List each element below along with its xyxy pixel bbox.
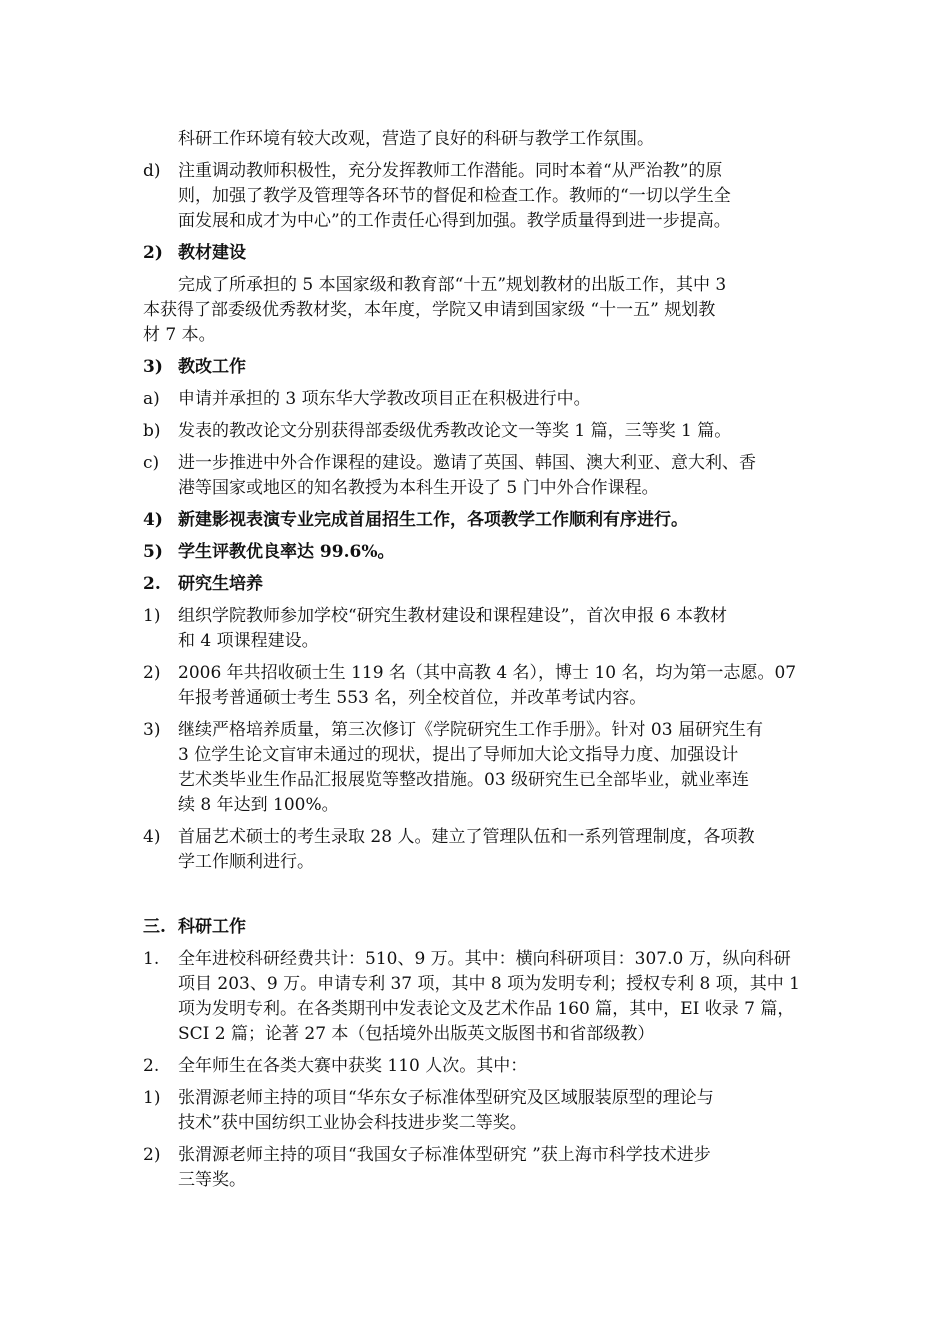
paragraph-line: 本获得了部委级优秀教材奖，本年度，学院又申请到国家级 “十一五” 规划教 <box>143 300 716 320</box>
heading-number: 三. <box>143 917 166 937</box>
list-marker: b) <box>143 421 161 441</box>
list-marker: 1) <box>143 606 161 626</box>
heading-text: 研究生培养 <box>178 574 263 594</box>
heading-number: 4) <box>143 510 163 530</box>
list-item-line: 项为发明专利。在各类期刊中发表论文及艺术作品 160 篇，其中，EI 收录 7 篇， <box>178 999 795 1019</box>
list-marker: 2. <box>143 1056 160 1076</box>
list-item-line: 和 4 项课程建设。 <box>178 631 319 651</box>
heading-number: 2. <box>143 574 161 594</box>
heading-number: 5) <box>143 542 163 562</box>
list-item-line: SCI 2 篇；论著 27 本（包括境外出版英文版图书和省部级教） <box>178 1024 655 1044</box>
list-item-line: 发表的教改论文分别获得部委级优秀教改论文一等奖 1 篇，三等奖 1 篇。 <box>178 421 732 441</box>
paragraph-line: 材 7 本。 <box>143 325 216 345</box>
paragraph-line: 完成了所承担的 5 本国家级和教育部“十五”规划教材的出版工作，其中 3 <box>178 275 727 295</box>
list-item-line: 全年师生在各类大赛中获奖 110 人次。其中： <box>178 1056 528 1076</box>
list-marker: d) <box>143 161 161 181</box>
list-item-line: 首届艺术硕士的考生录取 28 人。建立了管理队伍和一系列管理制度，各项教 <box>178 827 755 847</box>
list-item-line: 张渭源老师主持的项目“华东女子标准体型研究及区域服装原型的理论与 <box>178 1088 714 1108</box>
list-item-line: 艺术类毕业生作品汇报展览等整改措施。03 级研究生已全部毕业，就业率连 <box>178 770 750 790</box>
list-marker: 1. <box>143 949 160 969</box>
heading-text: 学生评教优良率达 99.6%。 <box>178 542 395 562</box>
list-item-line: 进一步推进中外合作课程的建设。邀请了英国、韩国、澳大利亚、意大利、香 <box>178 453 756 473</box>
list-item-line: 年报考普通硕士考生 553 名，列全校首位，并改革考试内容。 <box>178 688 647 708</box>
list-item-line: 张渭源老师主持的项目“我国女子标准体型研究 ”获上海市科学技术进步 <box>178 1145 711 1165</box>
heading-text: 教材建设 <box>178 243 246 263</box>
paragraph-line: 科研工作环境有较大改观，营造了良好的科研与教学工作氛围。 <box>178 129 654 149</box>
heading-text: 新建影视表演专业完成首届招生工作，各项教学工作顺利有序进行。 <box>178 510 688 530</box>
list-item-line: 申请并承担的 3 项东华大学教改项目正在积极进行中。 <box>178 389 591 409</box>
heading-text: 科研工作 <box>178 917 246 937</box>
list-marker: c) <box>143 453 160 473</box>
list-item-line: 注重调动教师积极性，充分发挥教师工作潜能。同时本着“从严治教”的原 <box>178 161 723 181</box>
list-item-line: 学工作顺利进行。 <box>178 852 314 872</box>
list-item-line: 面发展和成才为中心”的工作责任心得到加强。教学质量得到进一步提高。 <box>178 211 731 231</box>
list-marker: 4) <box>143 827 161 847</box>
list-item-line: 项目 203、9 万。申请专利 37 项，其中 8 项为发明专利；授权专利 8 项，其中 1 <box>178 974 800 994</box>
list-marker: 2) <box>143 1145 161 1165</box>
list-item-line: 组织学院教师参加学校“研究生教材建设和课程建设”，首次申报 6 本教材 <box>178 606 728 626</box>
list-item-line: 2006 年共招收硕士生 119 名（其中高教 4 名），博士 10 名，均为第一志愿。07 <box>178 663 797 683</box>
list-item-line: 3 位学生论文盲审未通过的现状，提出了导师加大论文指导力度、加强设计 <box>178 745 739 765</box>
list-marker: 1) <box>143 1088 161 1108</box>
list-item-line: 继续严格培养质量，第三次修订《学院研究生工作手册》。针对 03 届研究生有 <box>178 720 763 740</box>
list-item-line: 续 8 年达到 100%。 <box>178 795 339 815</box>
list-marker: a) <box>143 389 160 409</box>
list-item-line: 技术”获中国纺织工业协会科技进步奖二等奖。 <box>178 1113 527 1133</box>
heading-number: 3) <box>143 357 163 377</box>
list-item-line: 三等奖。 <box>178 1170 246 1190</box>
heading-number: 2) <box>143 243 163 263</box>
list-item-line: 全年进校科研经费共计：510、9 万。其中：横向科研项目：307.0 万，纵向科研 <box>178 949 791 969</box>
list-marker: 2) <box>143 663 161 683</box>
list-item-line: 港等国家或地区的知名教授为本科生开设了 5 门中外合作课程。 <box>178 478 659 498</box>
heading-text: 教改工作 <box>178 357 246 377</box>
list-marker: 3) <box>143 720 161 740</box>
list-item-line: 则，加强了教学及管理等各环节的督促和检查工作。教师的“一切以学生全 <box>178 186 731 206</box>
